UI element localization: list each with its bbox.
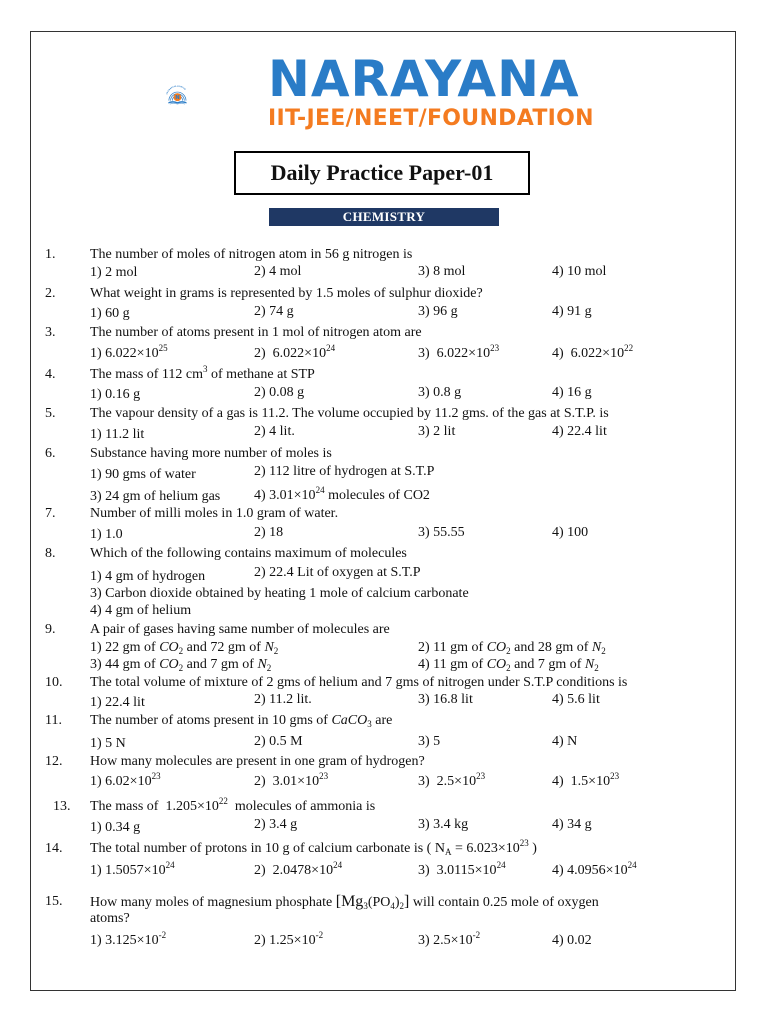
option: 2) 74 g bbox=[254, 304, 294, 319]
narayana-logo-emblem bbox=[164, 52, 274, 138]
option: 1) 4 gm of hydrogen bbox=[90, 569, 206, 584]
option: 1) $1.5057\times 10^{24}$ bbox=[90, 860, 175, 878]
option: 1) 22.4 lit bbox=[90, 695, 145, 710]
option: 3) 3.4 kg bbox=[418, 817, 469, 832]
option: 4) 4 gm of helium bbox=[90, 603, 192, 618]
question-text: The vapour density of a gas is 11.2. The volume occupied by 11.2 gms. of the gas at S.T.P. is bbox=[90, 406, 609, 421]
emblem-arc-text: SRAMAYEVA JAYATHE bbox=[166, 85, 186, 95]
question-text: How many moles of magnesium phosphate $[Mg_3(PO_4)_2]$ will contain 0.25 mole of oxygen bbox=[90, 893, 599, 911]
question-number: 1. bbox=[45, 247, 56, 262]
option: 4) $1.5\times 10^{23}$ bbox=[552, 771, 620, 789]
question-number: 2. bbox=[45, 286, 56, 301]
option: 1) 60 g bbox=[90, 306, 130, 321]
option: 3) 5 bbox=[418, 734, 441, 749]
option: 2) 4 mol bbox=[254, 264, 302, 279]
option: 3) 8 mol bbox=[418, 264, 466, 279]
option: 3) $2.5\times 10^{23}$ bbox=[418, 771, 486, 789]
option: 3) $2.5\times 10^{-2}$ bbox=[418, 930, 481, 948]
option: 4) $4.0956\times 10^{24}$ bbox=[552, 860, 637, 878]
option: 4) 16 g bbox=[552, 385, 592, 400]
option: 2) 18 bbox=[254, 525, 284, 540]
option: 4) N bbox=[552, 734, 578, 749]
option: 3) 2 lit bbox=[418, 424, 456, 439]
question-text: The mass of 112 $cm^3$ of methane at STP bbox=[90, 364, 315, 382]
question-number: 10. bbox=[45, 675, 63, 690]
subject-heading: CHEMISTRY bbox=[269, 208, 499, 226]
option: 1) 5 N bbox=[90, 736, 126, 751]
option: 4) $3.01\times 10^{24}$ molecules of CO2 bbox=[254, 485, 430, 503]
option: 2) 22.4 Lit of oxygen at S.T.P bbox=[254, 565, 421, 580]
option: 3) 16.8 lit bbox=[418, 692, 473, 707]
option: 2) 112 litre of hydrogen at S.T.P bbox=[254, 464, 435, 479]
option: 2) $6.022\times 10^{24}$ bbox=[254, 343, 336, 361]
option: 1) 0.16 g bbox=[90, 387, 141, 402]
question-number: 4. bbox=[45, 367, 56, 382]
option: 3) $3.0115\times 10^{24}$ bbox=[418, 860, 506, 878]
option: 3) 44 gm of $CO_2$ and 7 gm of $N_2$ bbox=[90, 657, 272, 673]
option: 1) 0.34 g bbox=[90, 820, 141, 835]
question-number: 12. bbox=[45, 754, 63, 769]
option: 2) 11 gm of $CO_2$ and 28 gm of $N_2$ bbox=[418, 640, 606, 656]
question-text: The number of atoms present in 1 mol of nitrogen atom are bbox=[90, 325, 422, 340]
question-text: The total volume of mixture of 2 gms of helium and 7 gms of nitrogen under S.T.P conditions is bbox=[90, 675, 628, 690]
question-text: The total number of protons in 10 g of calcium carbonate is ( $N_A = 6.023\times 10^{23}$ ) bbox=[90, 838, 537, 857]
question-text: The number of moles of nitrogen atom in 56 g nitrogen is bbox=[90, 247, 413, 262]
option: 2) $1.25\times 10^{-2}$ bbox=[254, 930, 324, 948]
question-number: 8. bbox=[45, 546, 56, 561]
option: 1) $3.125\times 10^{-2}$ bbox=[90, 930, 167, 948]
option: 3) 24 gm of helium gas bbox=[90, 489, 221, 504]
question-text: Which of the following contains maximum of molecules bbox=[90, 546, 407, 561]
option: 4) 100 bbox=[552, 525, 589, 540]
option: 4) 22.4 lit bbox=[552, 424, 607, 439]
option: 1) $6.022\times 10^{25}$ bbox=[90, 343, 168, 361]
option: 4) 34 g bbox=[552, 817, 592, 832]
option: 2) 4 lit. bbox=[254, 424, 295, 439]
question-number: 9. bbox=[45, 622, 56, 637]
question-number: 3. bbox=[45, 325, 56, 340]
option: 1) 1.0 bbox=[90, 527, 123, 542]
question-text: Substance having more number of moles is bbox=[90, 446, 332, 461]
option: 3) 96 g bbox=[418, 304, 458, 319]
option: 4) 91 g bbox=[552, 304, 592, 319]
brand-name: NARAYANA bbox=[268, 50, 580, 108]
option: 4) 11 gm of $CO_2$ and 7 gm of $N_2$ bbox=[418, 657, 599, 673]
option: 2) 11.2 lit. bbox=[254, 692, 312, 707]
question-number: 7. bbox=[45, 506, 56, 521]
option: 3) $6.022\times 10^{23}$ bbox=[418, 343, 500, 361]
question-text: Number of milli moles in 1.0 gram of water. bbox=[90, 506, 339, 521]
option: 3) 55.55 bbox=[418, 525, 465, 540]
option: 1) $6.02\times 10^{23}$ bbox=[90, 771, 161, 789]
option: 3) Carbon dioxide obtained by heating 1 mole of calcium carbonate bbox=[90, 586, 469, 601]
question-number: 13. bbox=[53, 799, 71, 814]
option: 4) 10 mol bbox=[552, 264, 607, 279]
option: 4) $6.022\times 10^{22}$ bbox=[552, 343, 634, 361]
question-text: The mass of $1.205\times 10^{22}$ molecules of ammonia is bbox=[90, 796, 376, 814]
option: 1) 22 gm of $CO_2$ and 72 gm of $N_2$ bbox=[90, 640, 279, 656]
question-number: 5. bbox=[45, 406, 56, 421]
paper-title: Daily Practice Paper-01 bbox=[234, 151, 530, 195]
question-number: 15. bbox=[45, 894, 63, 909]
question-text: A pair of gases having same number of molecules are bbox=[90, 622, 390, 637]
svg-text:N: N bbox=[175, 95, 180, 102]
question-number: 14. bbox=[45, 841, 63, 856]
option: 2) 0.08 g bbox=[254, 385, 305, 400]
option: 1) 11.2 lit bbox=[90, 427, 145, 442]
option: 4) 5.6 lit bbox=[552, 692, 600, 707]
option: 2) $2.0478\times 10^{24}$ bbox=[254, 860, 343, 878]
question-text: What weight in grams is represented by 1.5 moles of sulphur dioxide? bbox=[90, 286, 483, 301]
option: 1) 90 gms of water bbox=[90, 467, 196, 482]
question-number: 6. bbox=[45, 446, 56, 461]
option: 4) 0.02 bbox=[552, 933, 592, 948]
question-number: 11. bbox=[45, 713, 62, 728]
option: 3) 0.8 g bbox=[418, 385, 462, 400]
question-text: How many molecules are present in one gram of hydrogen? bbox=[90, 754, 425, 769]
option: 2) $3.01\times 10^{23}$ bbox=[254, 771, 329, 789]
brand-tagline: IIT-JEE/NEET/FOUNDATION bbox=[268, 106, 594, 131]
option: 2) 3.4 g bbox=[254, 817, 298, 832]
question-text: The number of atoms present in 10 gms of CaCO$_3$ are bbox=[90, 713, 393, 729]
option: 2) 0.5 M bbox=[254, 734, 303, 749]
option: 1) 2 mol bbox=[90, 265, 138, 280]
